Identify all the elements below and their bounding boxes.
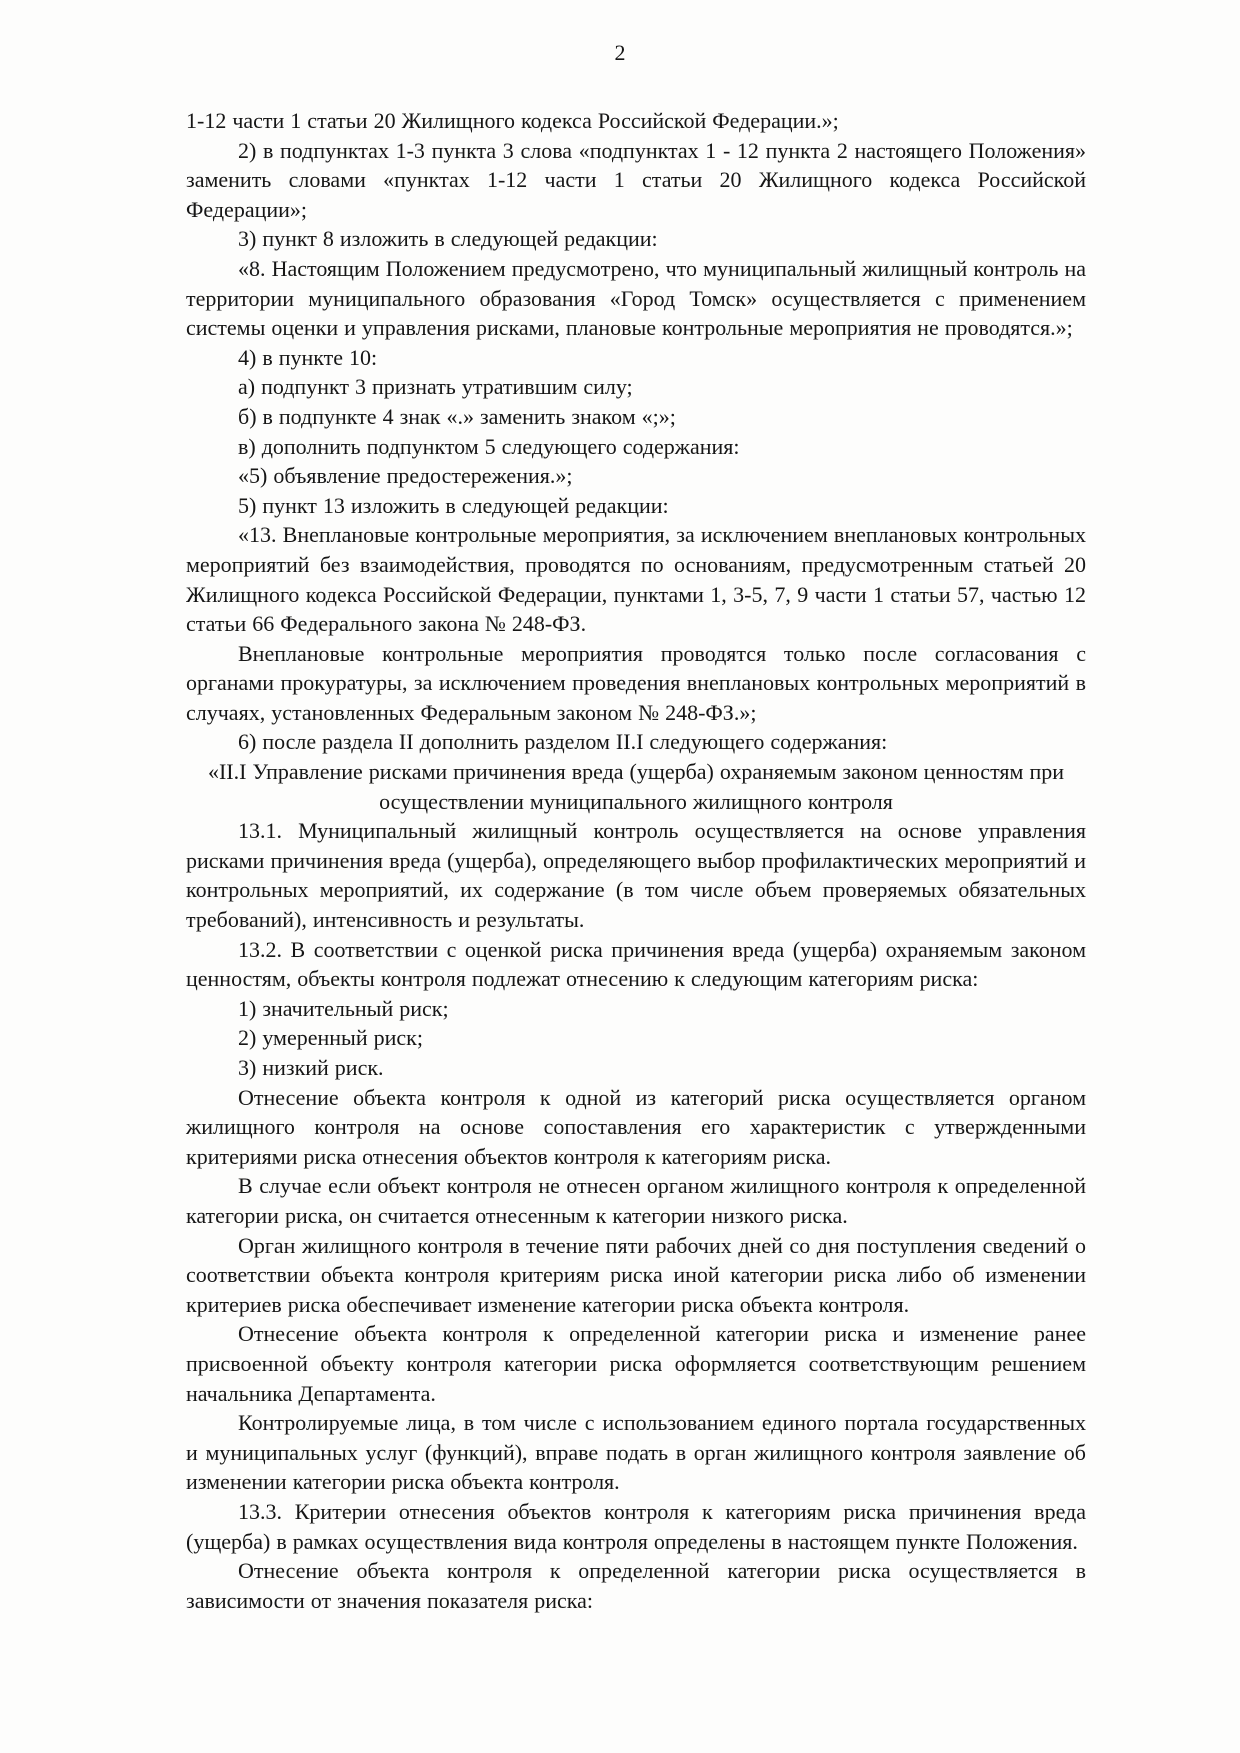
document-body	[186, 106, 1086, 1615]
paragraph: 6) после раздела II дополнить разделом II.I следующего содержания:	[238, 729, 888, 755]
paragraph: «8. Настоящим Положением предусмотрено, что муниципальный жилищный контроль на территории муниципального образования «Город Томск» осуществляется с применением системы оценки и управления рисками, плановые контрольные мероприятия не проводятся.»;	[186, 255, 1086, 341]
page-number: 2	[614, 40, 626, 65]
paragraph: 13.3. Критерии отнесения объектов контроля к категориям риска причинения вреда (ущерба) в рамках осуществления вида контроля определены в настоящем пункте Положения.	[186, 1498, 1086, 1554]
paragraph: 4) в пункте 10:	[238, 344, 378, 370]
paragraph: «5) объявление предостережения.»;	[238, 463, 573, 489]
paragraph: «II.I Управление рисками причинения вреда (ущерба) охраняемым законом ценностям при осуществлении муниципального жилищного контроля	[207, 759, 1064, 814]
paragraph: Отнесение объекта контроля к определенной категории риска осуществляется в зависимости от значения показателя риска:	[186, 1558, 1086, 1613]
paragraph: 1) значительный риск;	[238, 995, 449, 1021]
paragraph: В случае если объект контроля не отнесен органом жилищного контроля к определенной категории риска, он считается отнесенным к категории низкого риска.	[186, 1173, 1086, 1228]
paragraph: 5) пункт 13 изложить в следующей редакции:	[238, 492, 669, 518]
paragraph: а) подпункт 3 признать утратившим силу;	[238, 374, 633, 400]
paragraph: 3) пункт 8 изложить в следующей редакции:	[238, 226, 658, 252]
paragraph: 2) в подпунктах 1-3 пункта 3 слова «подпунктах 1 - 12 пункта 2 настоящего Положения» заменить словами «пунктах 1-12 части 1 статьи 20 Жилищного кодекса Российской Федерации»;	[186, 137, 1086, 222]
paragraph: в) дополнить подпунктом 5 следующего содержания:	[238, 433, 740, 459]
paragraph: Внеплановые контрольные мероприятия проводятся только после согласования с органами прокуратуры, за исключением проведения внеплановых контрольных мероприятий в случаях, установленных Федеральным законом № 248-ФЗ.»;	[186, 640, 1086, 725]
paragraph: 13.1. Муниципальный жилищный контроль осуществляется на основе управления рисками причинения вреда (ущерба), определяющего выбор профилактических мероприятий и контрольных мероприятий, их содержание (в том числе объем проверяемых обязательных требований), интенсивность и результаты.	[186, 818, 1086, 933]
paragraph: Отнесение объекта контроля к определенной категории риска и изменение ранее присвоенной объекту контроля категории риска оформляется соответствующим решением начальника Департамента.	[186, 1321, 1086, 1406]
paragraph: 1-12 части 1 статьи 20 Жилищного кодекса Российской Федерации.»;	[186, 108, 839, 133]
paragraph: 13.2. В соответствии с оценкой риска причинения вреда (ущерба) охраняемым законом ценностям, объекты контроля подлежат отнесению к следующим категориям риска:	[186, 936, 1086, 992]
paragraph: 3) низкий риск.	[238, 1055, 384, 1080]
paragraph: 2) умеренный риск;	[238, 1025, 423, 1051]
paragraph: Контролируемые лица, в том числе с использованием единого портала государственных и муниципальных услуг (функций), вправе подать в орган жилищного контроля заявление об изменении категории риска объекта контроля.	[186, 1410, 1086, 1495]
paragraph: Отнесение объекта контроля к одной из категорий риска осуществляется органом жилищного контроля на основе сопоставления его характеристик с утвержденными критериями риска отнесения объектов контроля к категориям риска.	[186, 1084, 1086, 1169]
paragraph: «13. Внеплановые контрольные мероприятия, за исключением внеплановых контрольных мероприятий без взаимодействия, проводятся по основаниям, предусмотренным статьей 20 Жилищного кодекса Российской Федерации, пунктами 1, 3-5, 7, 9 части 1 статьи 57, частью 12 статьи 66 Федерального закона № 248-ФЗ.	[186, 522, 1086, 637]
paragraph: б) в подпункте 4 знак «.» заменить знаком «;»;	[238, 403, 676, 429]
paragraph: Орган жилищного контроля в течение пяти рабочих дней со дня поступления сведений о соответствии объекта контроля критериям риска иной категории риска либо об изменении критериев риска обеспечивает изменение категории риска объекта контроля.	[186, 1232, 1086, 1317]
